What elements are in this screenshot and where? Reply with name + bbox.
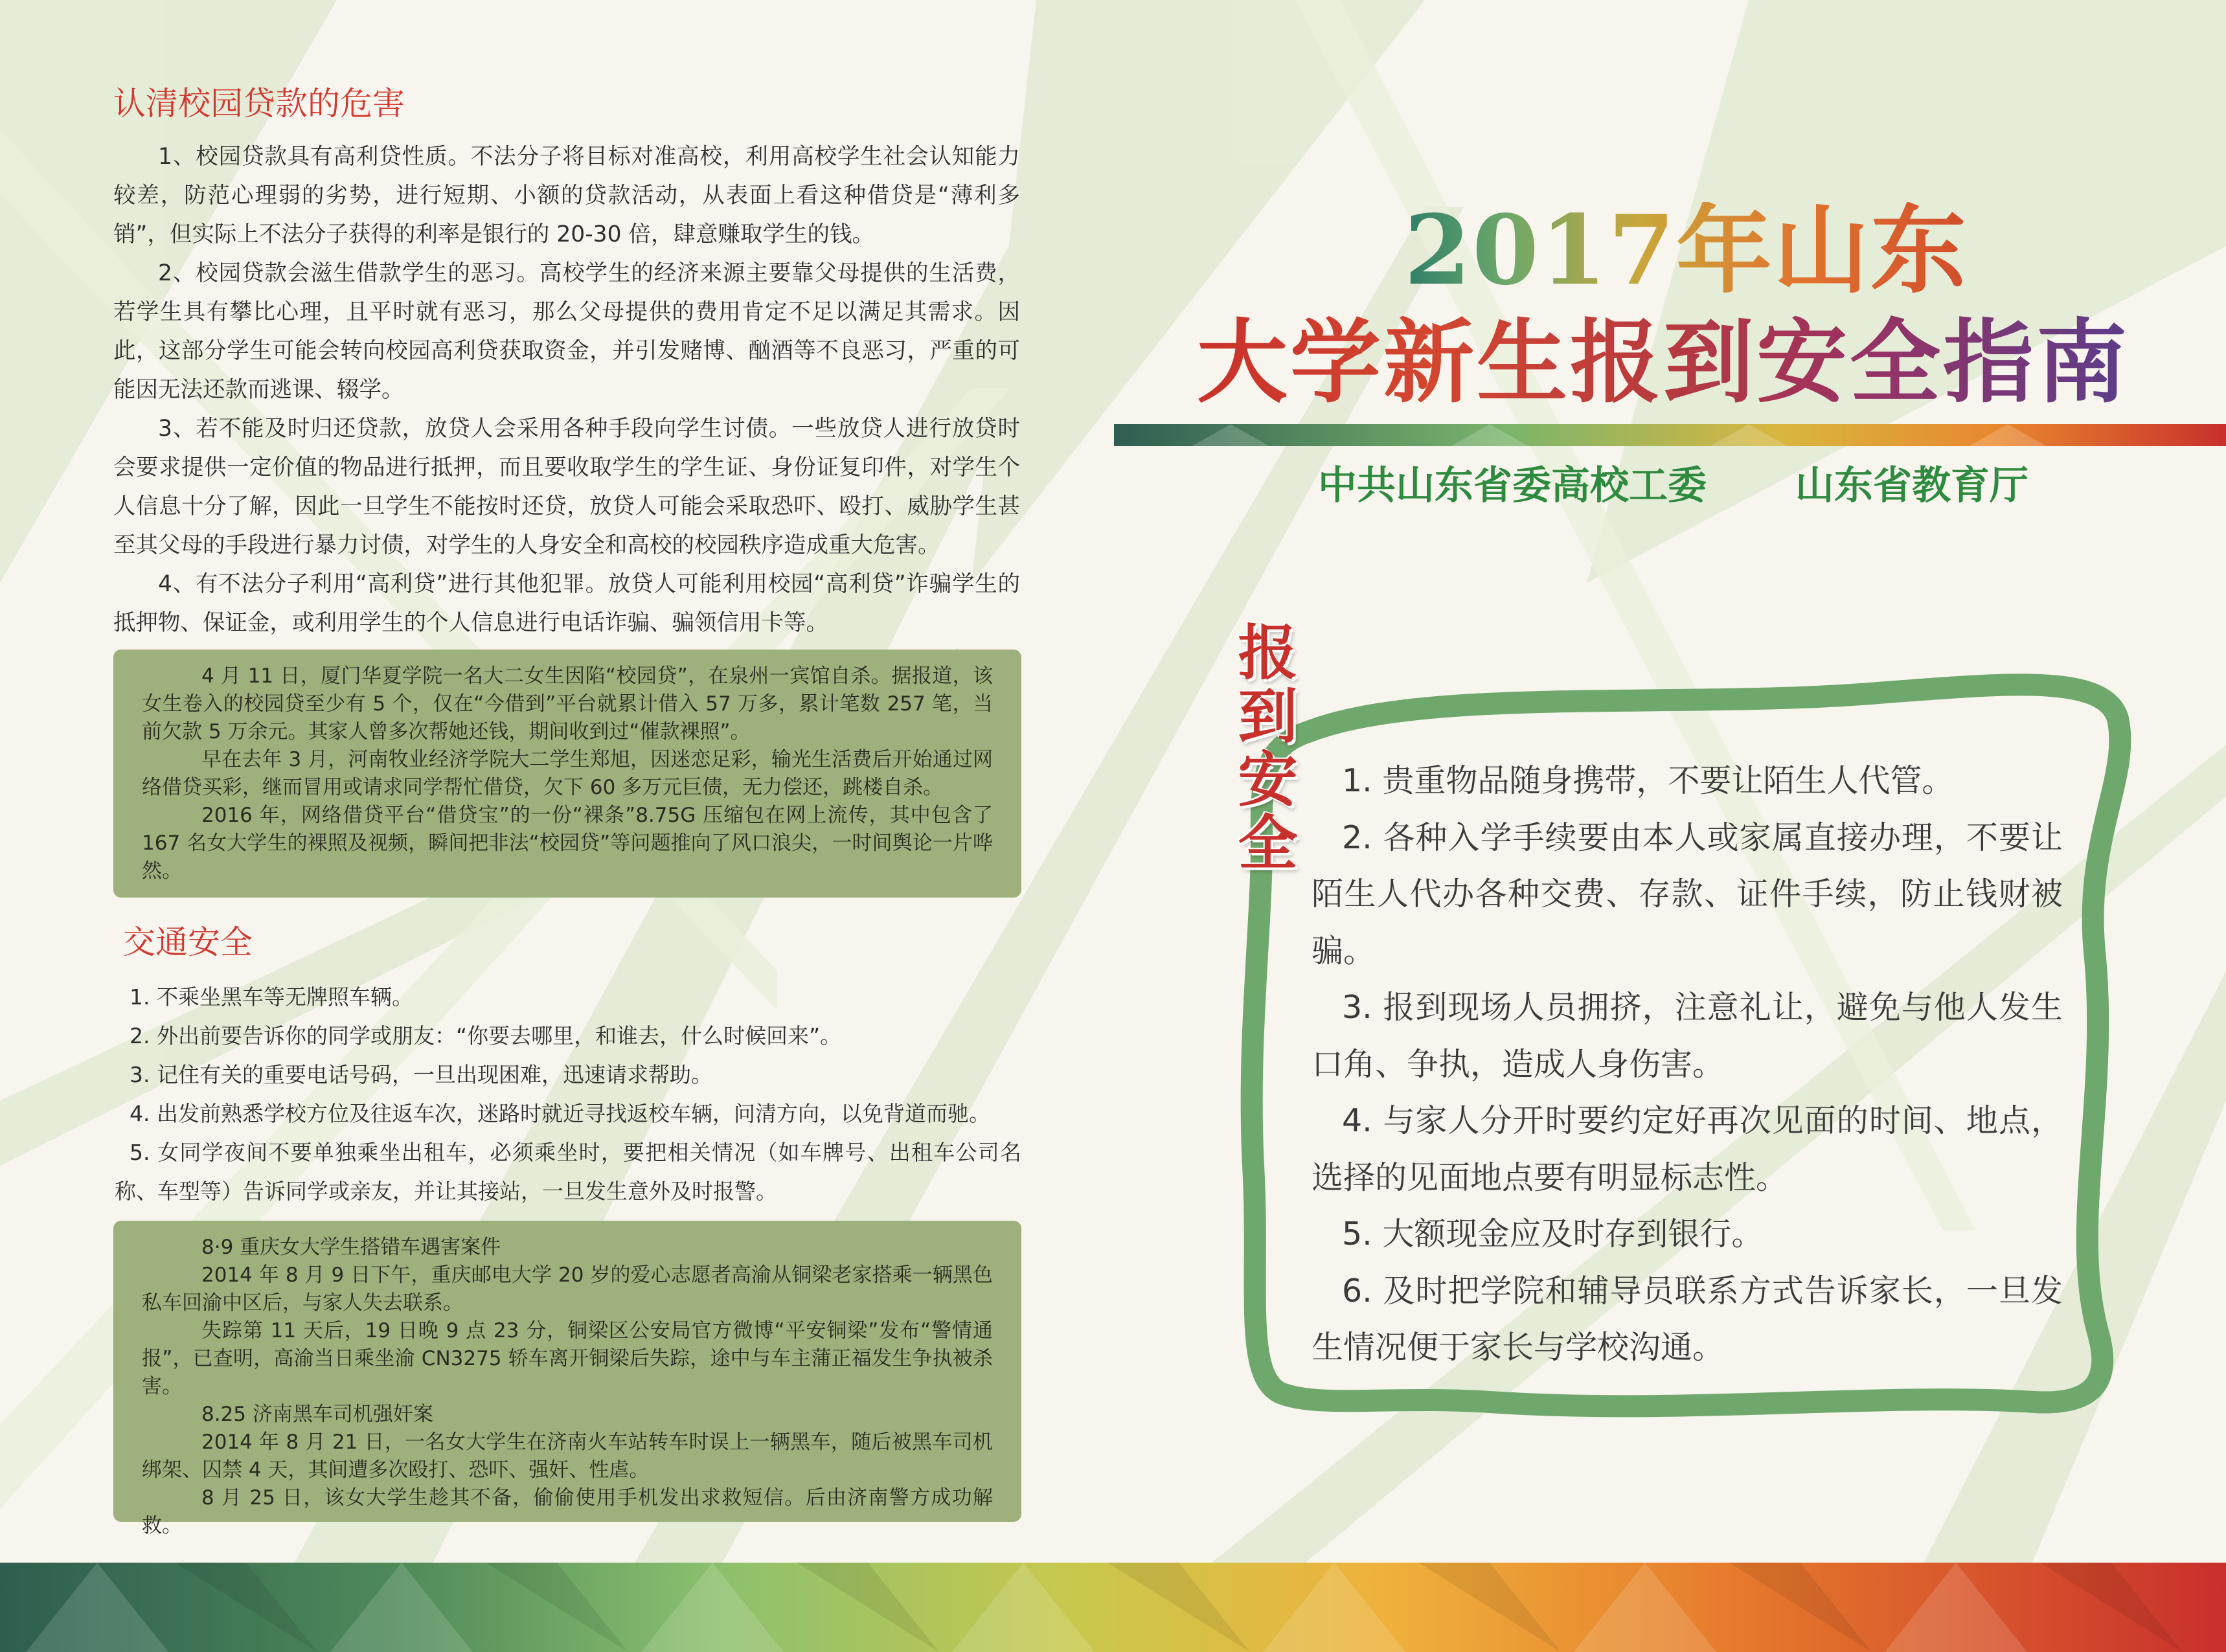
traffic-item: 1. 不乘坐黑车等无牌照车辆。 <box>130 984 413 1010</box>
loan-case: 2016 年，网络借贷平台“借贷宝”的一份“裸条”8.75G 压缩包在网上流传，其中包含了 167 名女大学生的裸照及视频，瞬间把非法“校园贷”等问题推向了风口浪尖，一时间舆论一片哗然。 <box>142 804 993 883</box>
traffic-case: 2014 年 8 月 9 日下午，重庆邮电大学 20 岁的爱心志愿者高渝从铜梁老家搭乘一辆黑色私车回渝中区后，与家人失去联系。 <box>142 1263 993 1315</box>
org-name-primary: 中共山东省委高校工委 <box>1318 463 1707 508</box>
safety-rule: 4. 与家人分开时要约定好再次见面的时间、地点，选择的见面地点要有明显标志性。 <box>1312 1102 2063 1196</box>
traffic-case: 2014 年 8 月 21 日，一名女大学生在济南火车站转车时误上一辆黑车，随后被黑车司机绑架、囚禁 4 天，其间遭多次殴打、恐吓、强奸、性虐。 <box>142 1431 993 1482</box>
heading-char: 报 <box>1238 618 1298 688</box>
traffic-section-title: 交通安全 <box>123 923 253 961</box>
loan-case: 4 月 11 日，厦门华夏学院一名大二女生因陷“校园贷”，在泉州一宾馆自杀。据报道，该女生卷入的校园贷至少有 5 个，仅在“今借到”平台就累计借入 57 万多，累计笔数 257 笔，当前欠款 5 万余元。其家人曾多次帮她还钱，期间收到过“催款裸照”。 <box>142 664 993 743</box>
safety-rule: 3. 报到现场人员拥挤，注意礼让，避免与他人发生口角、争执，造成人身伤害。 <box>1312 989 2063 1083</box>
traffic-section-body <box>115 978 1021 1211</box>
traffic-case: 失踪第 11 天后，19 日晚 9 点 23 分，铜梁区公安局官方微博“平安铜梁”发布“警情通报”，已查明，高渝当日乘坐渝 CN3275 轿车离开铜梁后失踪，途中与车主蒲正福发生争执被杀害。 <box>142 1319 993 1398</box>
traffic-case: 8 月 25 日，该女大学生趁其不备，偷偷使用手机发出求救短信。后由济南警方成功解救。 <box>142 1486 993 1537</box>
loan-paragraph: 3、若不能及时归还贷款，放贷人会采用各种手段向学生讨债。一些放贷人进行放贷时会要求提供一定价值的物品进行抵押，而且要收取学生的学生证、身份证复印件，对学生个人信息十分了解，因此一旦学生不能按时还贷，放贷人可能会采取恐吓、殴打、威胁学生甚至其父母的手段进行暴力讨债，对学生的人身安全和高校的校园秩序造成重大危害。 <box>113 416 1020 558</box>
main-title-year: 2017年山东 <box>1404 194 1968 306</box>
loan-paragraph: 2、校园贷款会滋生借款学生的恶习。高校学生的经济来源主要靠父母提供的生活费，若学生具有攀比心理，且平时就有恶习，那么父母提供的费用肯定不足以满足其需求。因此，这部分学生可能会转向校园高利贷获取资金，并引发赌博、酗酒等不良恶习，严重的可能因无法还款而逃课、辍学。 <box>113 260 1020 403</box>
org-name-secondary: 山东省教育厅 <box>1795 463 2028 508</box>
report-safety-list <box>1312 752 2063 1376</box>
safety-rule: 6. 及时把学院和辅导员联系方式告诉家长，一旦发生情况便于家长与学校沟通。 <box>1312 1272 2063 1366</box>
traffic-case-box <box>113 1221 1021 1537</box>
loan-paragraph: 1、校园贷款具有高利贷性质。不法分子将目标对准高校，利用高校学生社会认知能力较差，防范心理弱的劣势，进行短期、小额的贷款活动，从表面上看这种借贷是“薄利多销”，但实际上不法分子获得的利率是银行的 20-30 倍，肆意赚取学生的钱。 <box>113 144 1020 247</box>
loan-section-body <box>113 137 1020 642</box>
main-title: 大学新生报到安全指南 <box>1197 310 2130 416</box>
traffic-item: 4. 出发前熟悉学校方位及往返车次，迷路时就近寻找返校车辆，问清方向，以免背道而驰。 <box>130 1101 990 1126</box>
traffic-case-title: 8·9 重庆女大学生搭错车遇害案件 <box>201 1236 501 1259</box>
heading-char: 安 <box>1238 745 1298 815</box>
safety-rule: 1. 贵重物品随身携带，不要让陌生人代管。 <box>1342 762 1954 799</box>
loan-case-box <box>113 650 1021 898</box>
traffic-item: 5. 女同学夜间不要单独乘坐出租车，必须乘坐时，要把相关情况（如车牌号、出租车公司名称、车型等）告诉同学或亲友，并让其接站，一旦发生意外及时报警。 <box>115 1140 1021 1204</box>
traffic-item: 2. 外出前要告诉你的同学或朋友：“你要去哪里，和谁去，什么时候回来”。 <box>130 1023 842 1048</box>
traffic-item: 3. 记住有关的重要电话号码，一旦出现困难，迅速请求帮助。 <box>130 1062 712 1087</box>
loan-section-title: 认清校园贷款的危害 <box>113 85 405 122</box>
loan-case: 早在去年 3 月，河南牧业经济学院大二学生郑旭，因迷恋足彩，输光生活费后开始通过网络借贷买彩，继而冒用或请求同学帮忙借贷，欠下 60 多万元巨债，无力偿还，跳楼自杀。 <box>142 748 993 799</box>
heading-char: 全 <box>1238 809 1298 878</box>
safety-rule: 2. 各种入学手续要由本人或家属直接办理，不要让陌生人代办各种交费、存款、证件手续，防止钱财被骗。 <box>1312 819 2063 969</box>
traffic-case-title: 8.25 济南黑车司机强奸案 <box>201 1403 433 1426</box>
loan-paragraph: 4、有不法分子利用“高利贷”进行其他犯罪。放贷人可能利用校园“高利贷”诈骗学生的抵押物、保证金，或利用学生的个人信息进行电话诈骗、骗领信用卡等。 <box>113 571 1020 636</box>
report-safety-heading <box>1234 618 1302 878</box>
heading-char: 到 <box>1238 682 1298 751</box>
safety-rule: 5. 大额现金应及时存到银行。 <box>1342 1216 1764 1252</box>
